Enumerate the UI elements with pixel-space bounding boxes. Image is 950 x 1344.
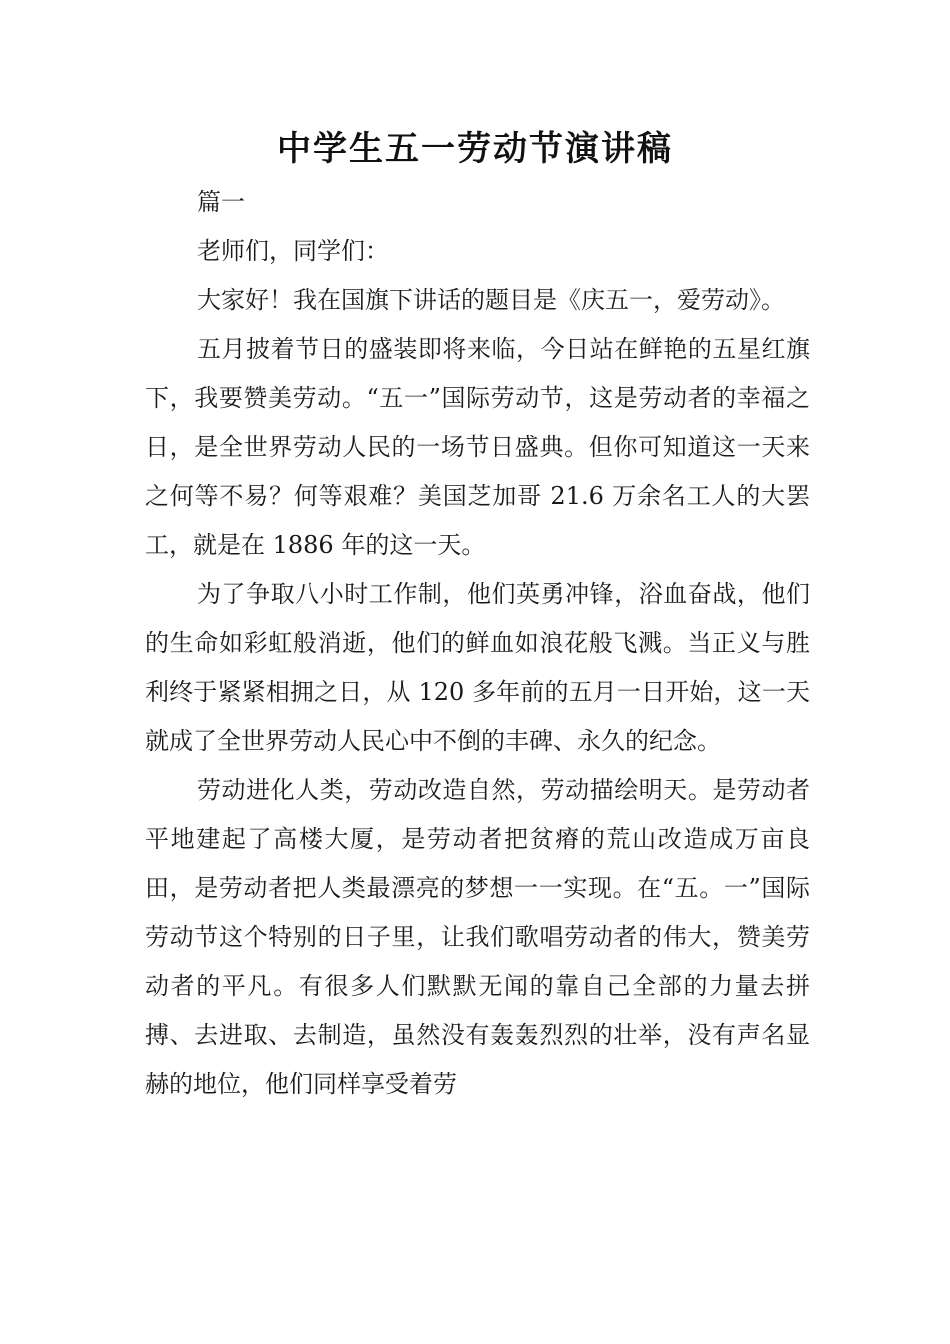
paragraph: 大家好！我在国旗下讲话的题目是《庆五一，爱劳动》。 [197, 286, 785, 314]
document-title: 中学生五一劳动节演讲稿 [277, 129, 673, 169]
paragraph: 五月披着节日的盛装即将来临，今日站在鲜艳的五星红旗下，我要赞美劳动。“五一”国际劳动节，这是劳动者的幸福之日，是全世界劳动人民的一场节日盛典。但你可知道这一天来之何等不易？何等艰难？美国芝加哥 21.6 万余名工人的大罢工，就是在 1886 年的这一天。 [145, 335, 810, 559]
document-body [145, 178, 810, 1109]
paragraph: 劳动进化人类，劳动改造自然，劳动描绘明天。是劳动者平地建起了高楼大厦，是劳动者把贫瘠的荒山改造成万亩良田，是劳动者把人类最漂亮的梦想一一实现。在“五。一”国际劳动节这个特别的日子里，让我们歌唱劳动者的伟大，赞美劳动者的平凡。有很多人们默默无闻的靠自己全部的力量去拼搏、去进取、去制造，虽然没有轰轰烈烈的壮举，没有声名显赫的地位，他们同样享受着劳 [145, 776, 810, 1098]
salutation: 老师们，同学们： [197, 237, 389, 265]
paragraph: 为了争取八小时工作制，他们英勇冲锋，浴血奋战，他们的生命如彩虹般消逝，他们的鲜血如浪花般飞溅。当正义与胜利终于紧紧相拥之日，从 120 多年前的五月一日开始，这一天就成了全世界劳动人民心中不倒的丰碑、永久的纪念。 [145, 580, 810, 755]
section-heading: 篇一 [197, 188, 245, 216]
